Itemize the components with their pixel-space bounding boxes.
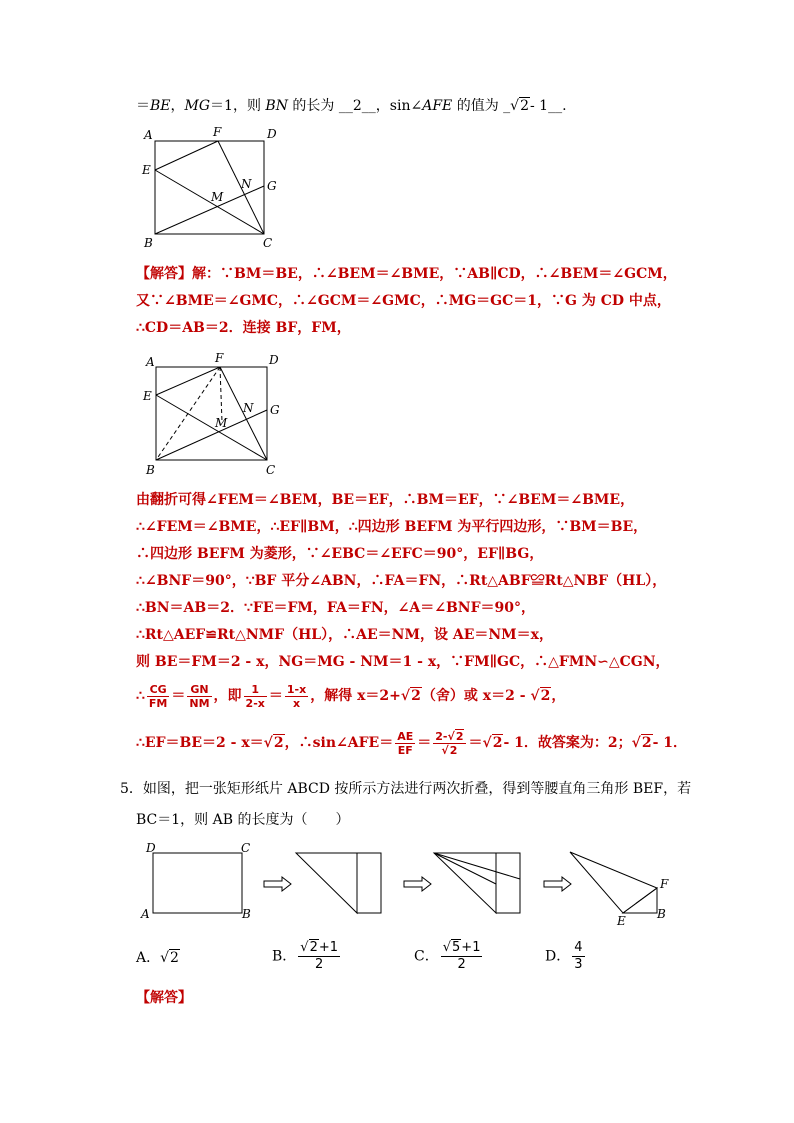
choice-b[interactable]: B． $\frac{√2+1}{2}$ [272,940,339,972]
label-C: C [241,841,251,855]
label-M: M [211,190,224,204]
fraction: $\frac{GN}{NM}$ [189,682,210,710]
solution-line-3: ∴CD＝AB＝2．连接 BF，FM， [136,320,351,336]
label-D: D [146,841,156,855]
label-G: G [267,179,277,193]
solution-line-4: 由翻折可得∠FEM＝∠BEM，BE＝EF，∴BM＝EF，∵∠BEM＝∠BME， [136,492,635,508]
fraction: $\frac{1-x}{x}$ [286,682,307,710]
label-D: D [267,127,277,141]
fraction: $\frac{2-√2}{√2}$ [433,730,466,757]
label-M: M [215,416,228,430]
intro-line: ＝BE，MG＝1，则 BN 的长为 __2__，sin∠AFE 的值为 _√2- 1__. [136,98,567,114]
solution-line-12: ∴EF＝BE＝2 - x＝√2，∴sin∠AFE＝ $\frac{AE}{EF}$ ＝ $\frac{2-√2}{√2}$ ＝√2- 1．故答案为：2；√2- 1． [136,729,687,757]
label-F: F [660,877,669,891]
question-5-line-2: BC＝1，则 AB 的长度为（ ） [136,812,350,828]
solution-line-2: 又∵∠BME＝∠GMC，∴∠GCM＝∠GMC，∴MG＝GC＝1，∵G 为 CD 中点， [136,293,671,309]
label-E: E [142,163,151,177]
label-B: B [657,907,666,921]
fraction: $\frac{1}{2-x}$ [245,682,265,710]
choice-c[interactable]: C． $\frac{√5+1}{2}$ [414,940,481,972]
solution-line-11: ∴ $\frac{CG}{FM}$ ＝ $\frac{GN}{NM}$ ，即 $\frac{1}{2-x}$ ＝ $\frac{1-x}{x}$ ，解得 x＝2+√2（舍）或 x＝2 - √2， [136,682,566,710]
choice-d[interactable]: D． $\frac{4}{3}$ [545,940,583,972]
label-E: E [143,389,152,403]
label-B: B [242,907,251,921]
label-N: N [243,401,254,415]
label-E: E [617,914,626,928]
answer-bn: __2__ [338,98,376,114]
figure-rectangle-1 [138,124,288,254]
solution-line-5: ∴∠FEM＝∠BME，∴EF∥BM，∴四边形 BEFM 为平行四边形，∵BM＝BE， [136,519,648,535]
question-5-line-1: 5．如图，把一张矩形纸片 ABCD 按所示方法进行两次折叠，得到等腰直角三角形 BEF，若 [120,781,692,797]
answer-tag: 【解答】 [136,990,192,1006]
label-C: C [263,236,273,250]
label-D: D [269,353,279,367]
fraction: $\frac{CG}{FM}$ [148,682,168,710]
label-A: A [141,907,150,921]
label-F: F [215,351,224,365]
label-A: A [146,355,155,369]
label-A: A [144,128,153,142]
solution-line-7: ∴∠BNF＝90°，∵BF 平分∠ABN，∴FA＝FN，∴Rt△ABF≌Rt△NBF（HL）， [136,573,667,589]
label-C: C [266,463,276,477]
choice-a[interactable]: A．√2 [136,950,179,966]
figure-folding-sequence [136,836,696,931]
fraction: $\frac{AE}{EF}$ [397,729,414,757]
solution-line-6: ∴四边形 BEFM 为菱形，∵∠EBC＝∠EFC＝90°，EF∥BG， [136,546,544,562]
solution-line-10: 则 BE＝FM＝2 - x，NG＝MG - NM＝1 - x，∵FM∥GC，∴△FMN∽△CGN， [136,654,670,670]
solution-line-1: 【解答】解：∵BM＝BE，∴∠BEM＝∠BME，∵AB∥CD，∴∠BEM＝∠GCM， [136,266,677,282]
label-G: G [270,403,280,417]
label-F: F [213,125,222,139]
label-B: B [146,463,155,477]
solution-line-9: ∴Rt△AEF≌Rt△NMF（HL），∴AE＝NM，设 AE＝NM＝x， [136,627,554,643]
figure-rectangle-2 [138,350,288,480]
label-N: N [241,177,252,191]
solution-line-8: ∴BN＝AB＝2．∵FE＝FM，FA＝FN，∠A＝∠BNF＝90°， [136,600,536,616]
label-B: B [144,236,153,250]
answer-sin: _√2- 1__ [503,98,563,114]
